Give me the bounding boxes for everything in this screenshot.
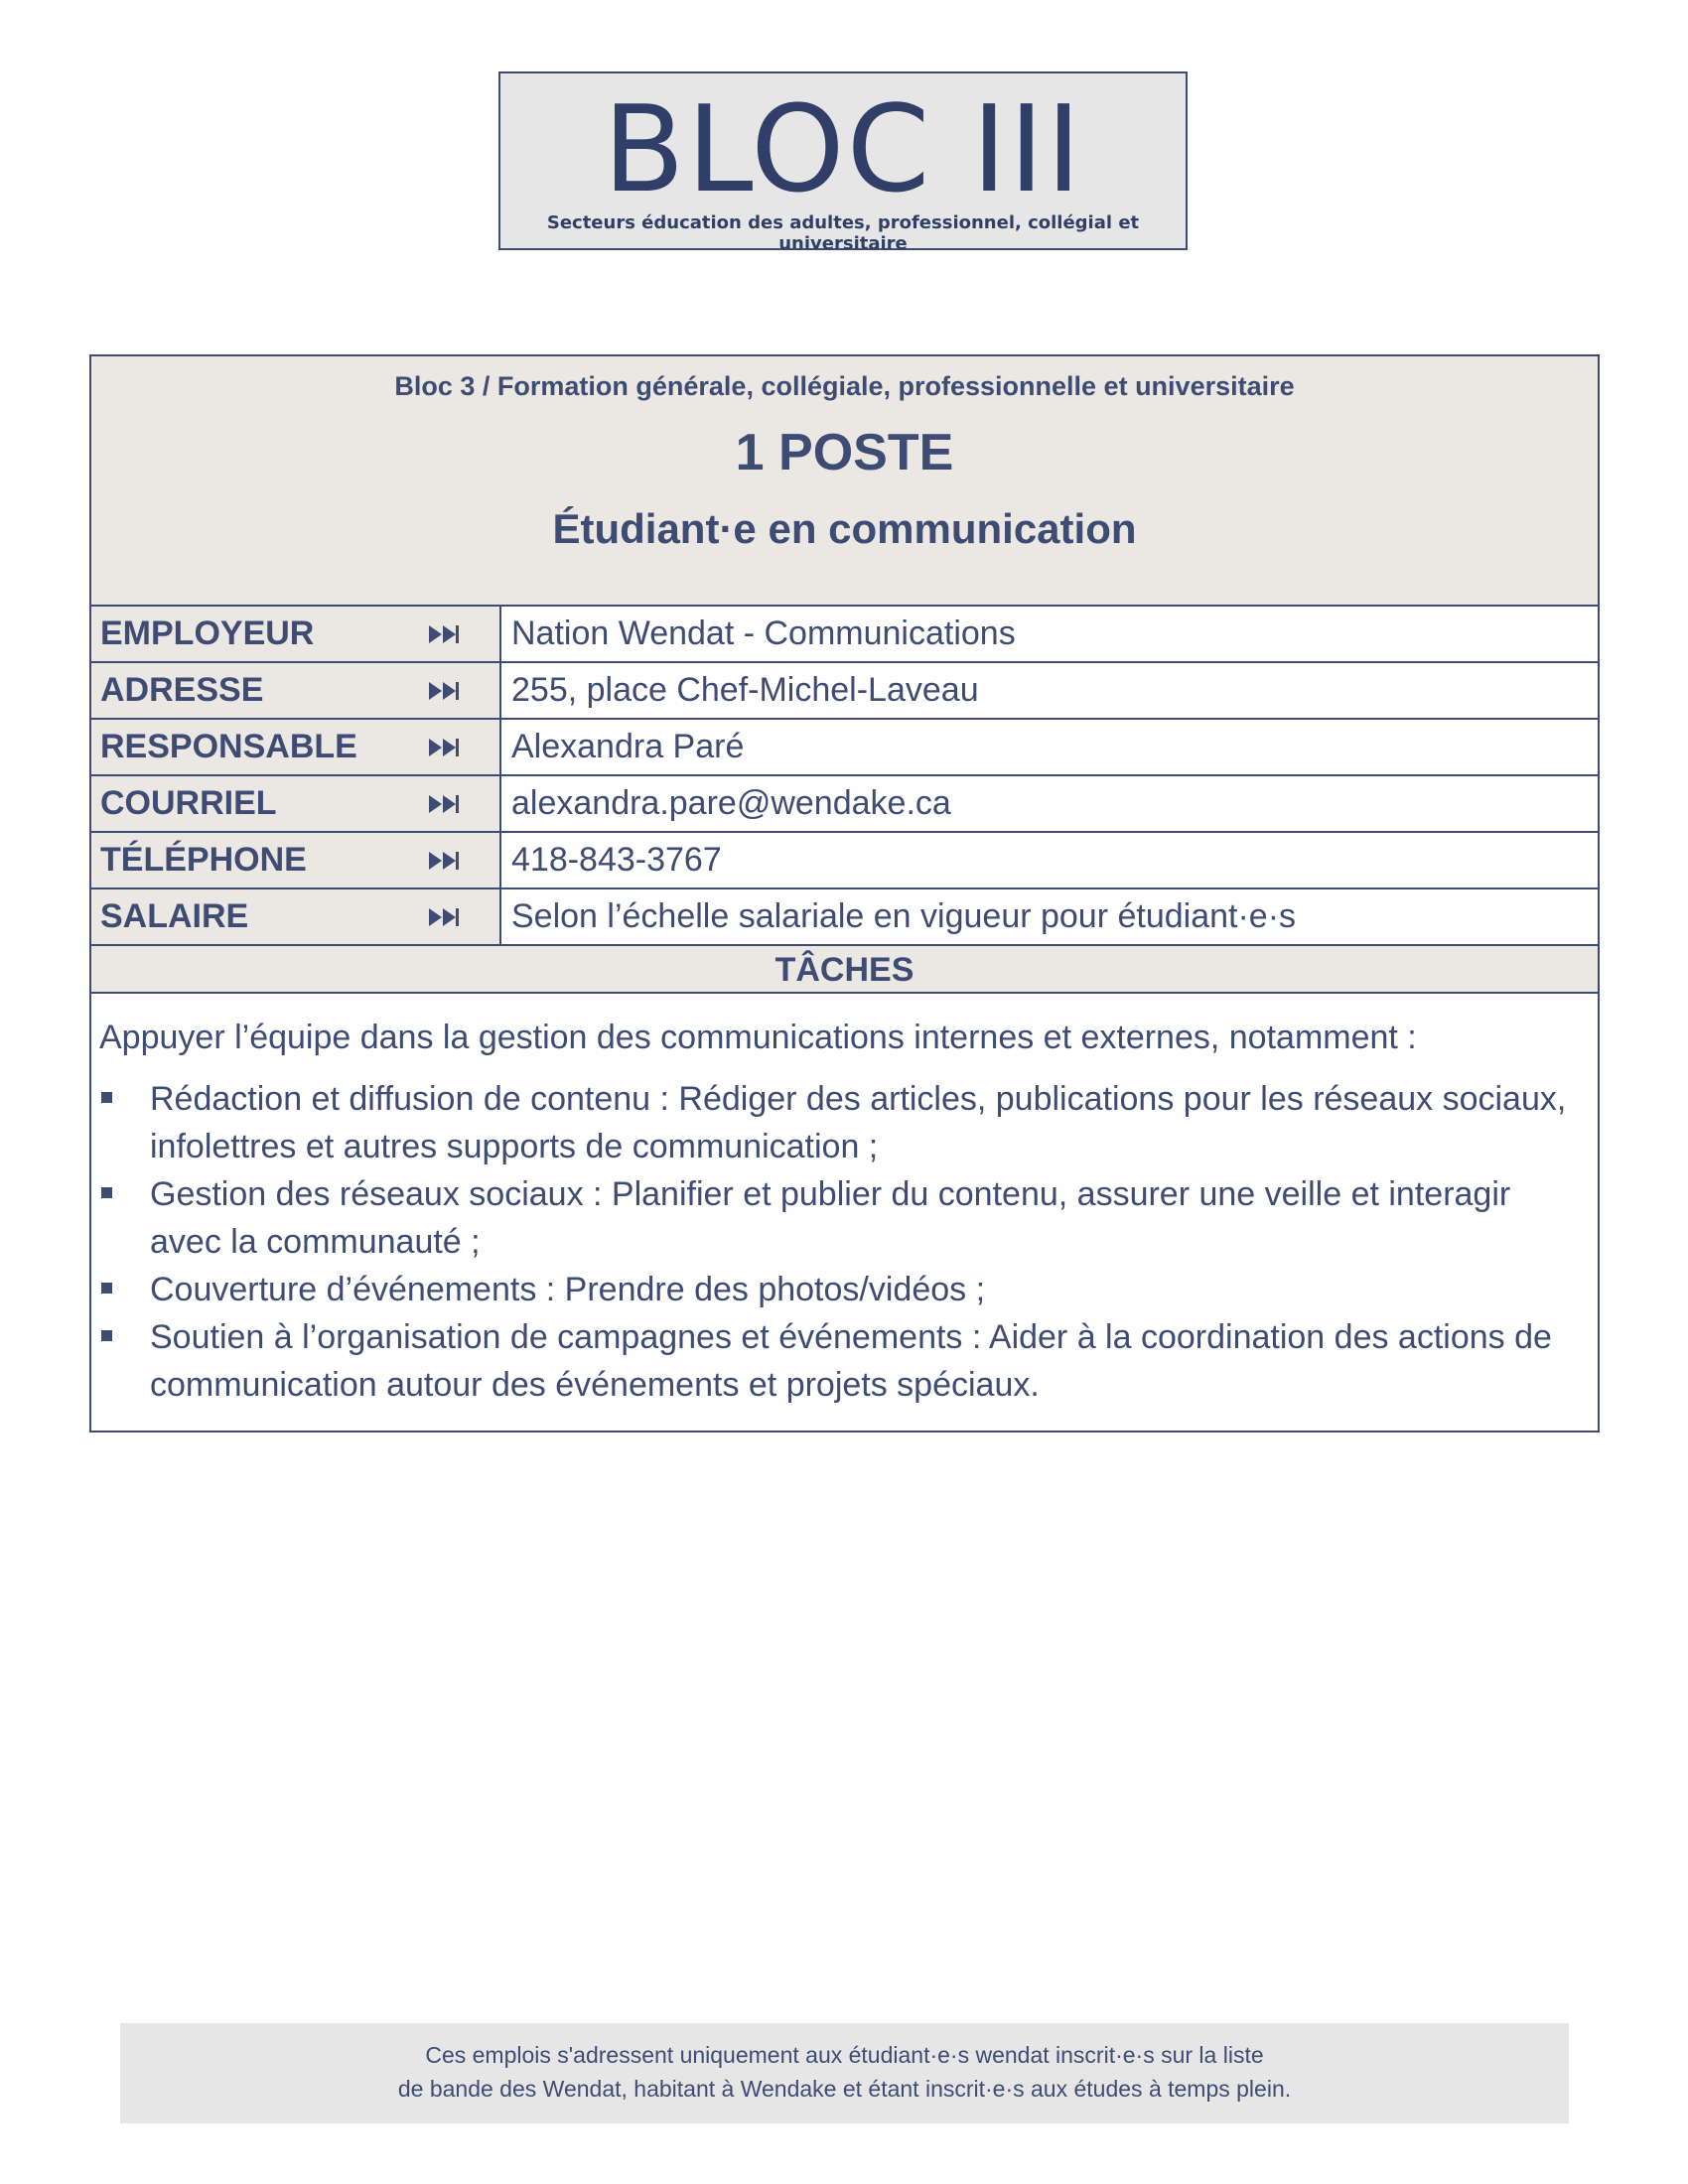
- info-value: Alexandra Paré: [501, 720, 1598, 774]
- eligibility-note: [120, 2023, 1569, 2123]
- fast-forward-icon: [427, 680, 461, 702]
- taches-list: [99, 1075, 1580, 1409]
- task-text: Gestion des réseaux sociaux : Planifier et publier du contenu, assurer une veille et interagir avec la communauté ;: [150, 1175, 1511, 1261]
- info-row-salaire: [91, 889, 1598, 946]
- square-bullet-icon: [101, 1187, 112, 1198]
- list-item: [99, 1266, 1580, 1313]
- job-category: Bloc 3 / Formation générale, collégiale, professionnelle et universitaire: [394, 371, 1295, 401]
- fast-forward-icon: [427, 737, 461, 758]
- job-count: 1 POSTE: [735, 424, 954, 481]
- square-bullet-icon: [101, 1283, 112, 1294]
- footer-line-1: Ces emplois s'adressent uniquement aux étudiant·e·s wendat inscrit·e·s sur la liste: [425, 2042, 1264, 2068]
- info-label: TÉLÉPHONE: [100, 841, 307, 879]
- info-label: SALAIRE: [100, 897, 249, 935]
- square-bullet-icon: [101, 1092, 112, 1103]
- info-value: 418-843-3767: [501, 833, 1598, 887]
- info-label: COURRIEL: [100, 784, 277, 822]
- info-row-responsable: [91, 720, 1598, 776]
- logo-subtitle: Secteurs éducation des adultes, professionnel, collégial et universitaire: [546, 212, 1140, 254]
- job-title: Étudiant·e en communication: [552, 505, 1137, 552]
- job-card: [89, 354, 1600, 1433]
- info-label: RESPONSABLE: [100, 728, 357, 765]
- info-row-courriel: [91, 776, 1598, 833]
- task-text: Rédaction et diffusion de contenu : Rédiger des articles, publications pour les réseaux sociaux, infolettres et autres supports de communication ;: [150, 1080, 1567, 1165]
- info-value: Selon l’échelle salariale en vigueur pour étudiant·e·s: [501, 889, 1598, 944]
- fast-forward-icon: [427, 850, 461, 872]
- info-value: 255, place Chef-Michel-Laveau: [501, 663, 1598, 718]
- info-label: EMPLOYEUR: [100, 614, 315, 652]
- list-item: [99, 1170, 1580, 1266]
- footer-line-2: de bande des Wendat, habitant à Wendake et étant inscrit·e·s aux études à temps plein.: [397, 2076, 1292, 2102]
- info-row-employeur: [91, 607, 1598, 663]
- fast-forward-icon: [427, 906, 461, 928]
- logo-title: BLOC III: [603, 81, 1083, 219]
- bloc-logo: [498, 71, 1188, 254]
- info-value: Nation Wendat - Communications: [501, 607, 1598, 661]
- taches-heading: TÂCHES: [91, 946, 1598, 994]
- task-text: Couverture d’événements : Prendre des photos/vidéos ;: [150, 1271, 986, 1308]
- email-link[interactable]: alexandra.pare@wendake.ca: [501, 776, 1598, 831]
- fast-forward-icon: [427, 793, 461, 815]
- list-item: [99, 1313, 1580, 1409]
- info-label: ADRESSE: [100, 671, 264, 709]
- taches-intro: Appuyer l’équipe dans la gestion des communications internes et externes, notamment :: [99, 1019, 1417, 1056]
- info-row-adresse: [91, 663, 1598, 720]
- fast-forward-icon: [427, 623, 461, 645]
- info-row-telephone: [91, 833, 1598, 889]
- list-item: [99, 1075, 1580, 1170]
- taches-section: [91, 994, 1598, 1431]
- square-bullet-icon: [101, 1330, 112, 1341]
- task-text: Soutien à l’organisation de campagnes et événements : Aider à la coordination des actions de communication autour des événements et projets spéciaux.: [150, 1318, 1552, 1404]
- job-card-header: [91, 356, 1598, 607]
